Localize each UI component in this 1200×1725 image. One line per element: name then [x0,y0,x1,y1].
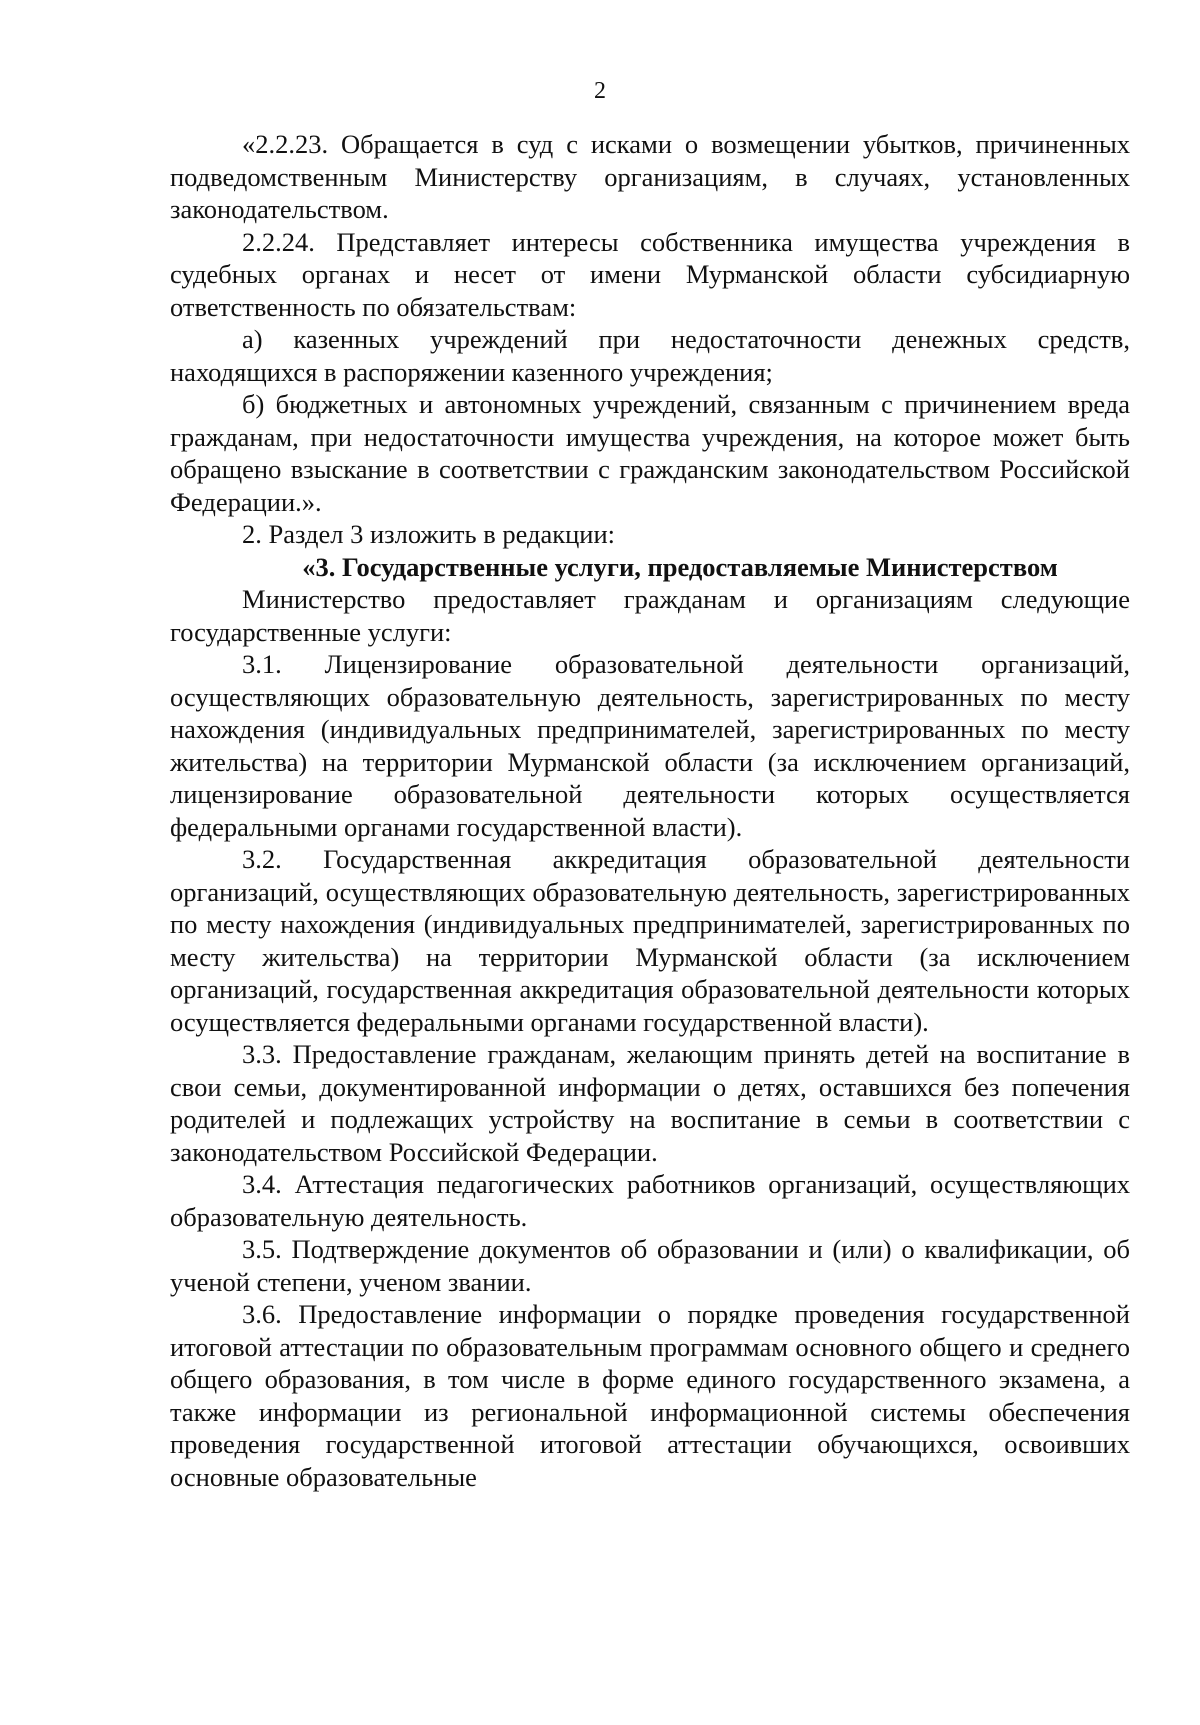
page-number: 2 [594,78,606,104]
paragraph-section-3-intro: 2. Раздел 3 изложить в редакции: [242,519,616,549]
paragraph-item-b: б) бюджетных и автономных учреждений, связанным с причинением вреда гражданам, при недостаточности имущества учреждения, на которое может быть обращено взыскание в соответствии с гражданским законодательством Российской Федерации.». [170,389,1130,517]
paragraph-services-intro: Министерство предоставляет гражданам и организациям следующие государственные услуги: [170,584,1130,647]
paragraph-2-2-23: «2.2.23. Обращается в суд с исками о возмещении убытков, причиненных подведомственным Министерству организациям, в случаях, установленных законодательством. [170,129,1130,224]
section-heading: «3. Государственные услуги, предоставляемые Министерством [302,551,1058,582]
paragraph-3-2: 3.2. Государственная аккредитация образовательной деятельности организаций, осуществляющих образовательную деятельность, зарегистрированных по месту нахождения (индивидуальных предпринимателей, зарегистрированных по месту жительства) на территории Мурманской области (за исключением организаций, государственная аккредитация образовательной деятельности которых осуществляется федеральными органами государственной власти). [170,844,1130,1037]
paragraph-3-4: 3.4. Аттестация педагогических работников организаций, осуществляющих образовательную деятельность. [170,1169,1130,1232]
document-body [170,128,1130,1493]
paragraph-3-6: 3.6. Предоставление информации о порядке проведения государственной итоговой аттестации по образовательным программам основного общего и среднего общего образования, в том числе в форме единого государственного экзамена, а также информации из региональной информационной системы обеспечения проведения государственной итоговой аттестации обучающихся, освоивших основные образовательные [170,1299,1130,1492]
paragraph-3-3: 3.3. Предоставление гражданам, желающим принять детей на воспитание в свои семьи, документированной информации о детях, оставшихся без попечения родителей и подлежащих устройству на воспитание в семьи в соответствии с законодательством Российской Федерации. [170,1039,1130,1167]
paragraph-2-2-24: 2.2.24. Представляет интересы собственника имущества учреждения в судебных органах и несет от имени Мурманской области субсидиарную ответственность по обязательствам: [170,226,1130,322]
paragraph-3-5: 3.5. Подтверждение документов об образовании и (или) о квалификации, об ученой степени, ученом звании. [170,1234,1130,1297]
paragraph-item-a: а) казенных учреждений при недостаточности денежных средств, находящихся в распоряжении казенного учреждения; [170,324,1130,387]
paragraph-3-1: 3.1. Лицензирование образовательной деятельности организаций, осуществляющих образовательную деятельность, зарегистрированных по месту нахождения (индивидуальных предпринимателей, зарегистрированных по месту жительства) на территории Мурманской области (за исключением организаций, лицензирование образовательной деятельности которых осуществляется федеральными органами государственной власти). [170,649,1130,842]
